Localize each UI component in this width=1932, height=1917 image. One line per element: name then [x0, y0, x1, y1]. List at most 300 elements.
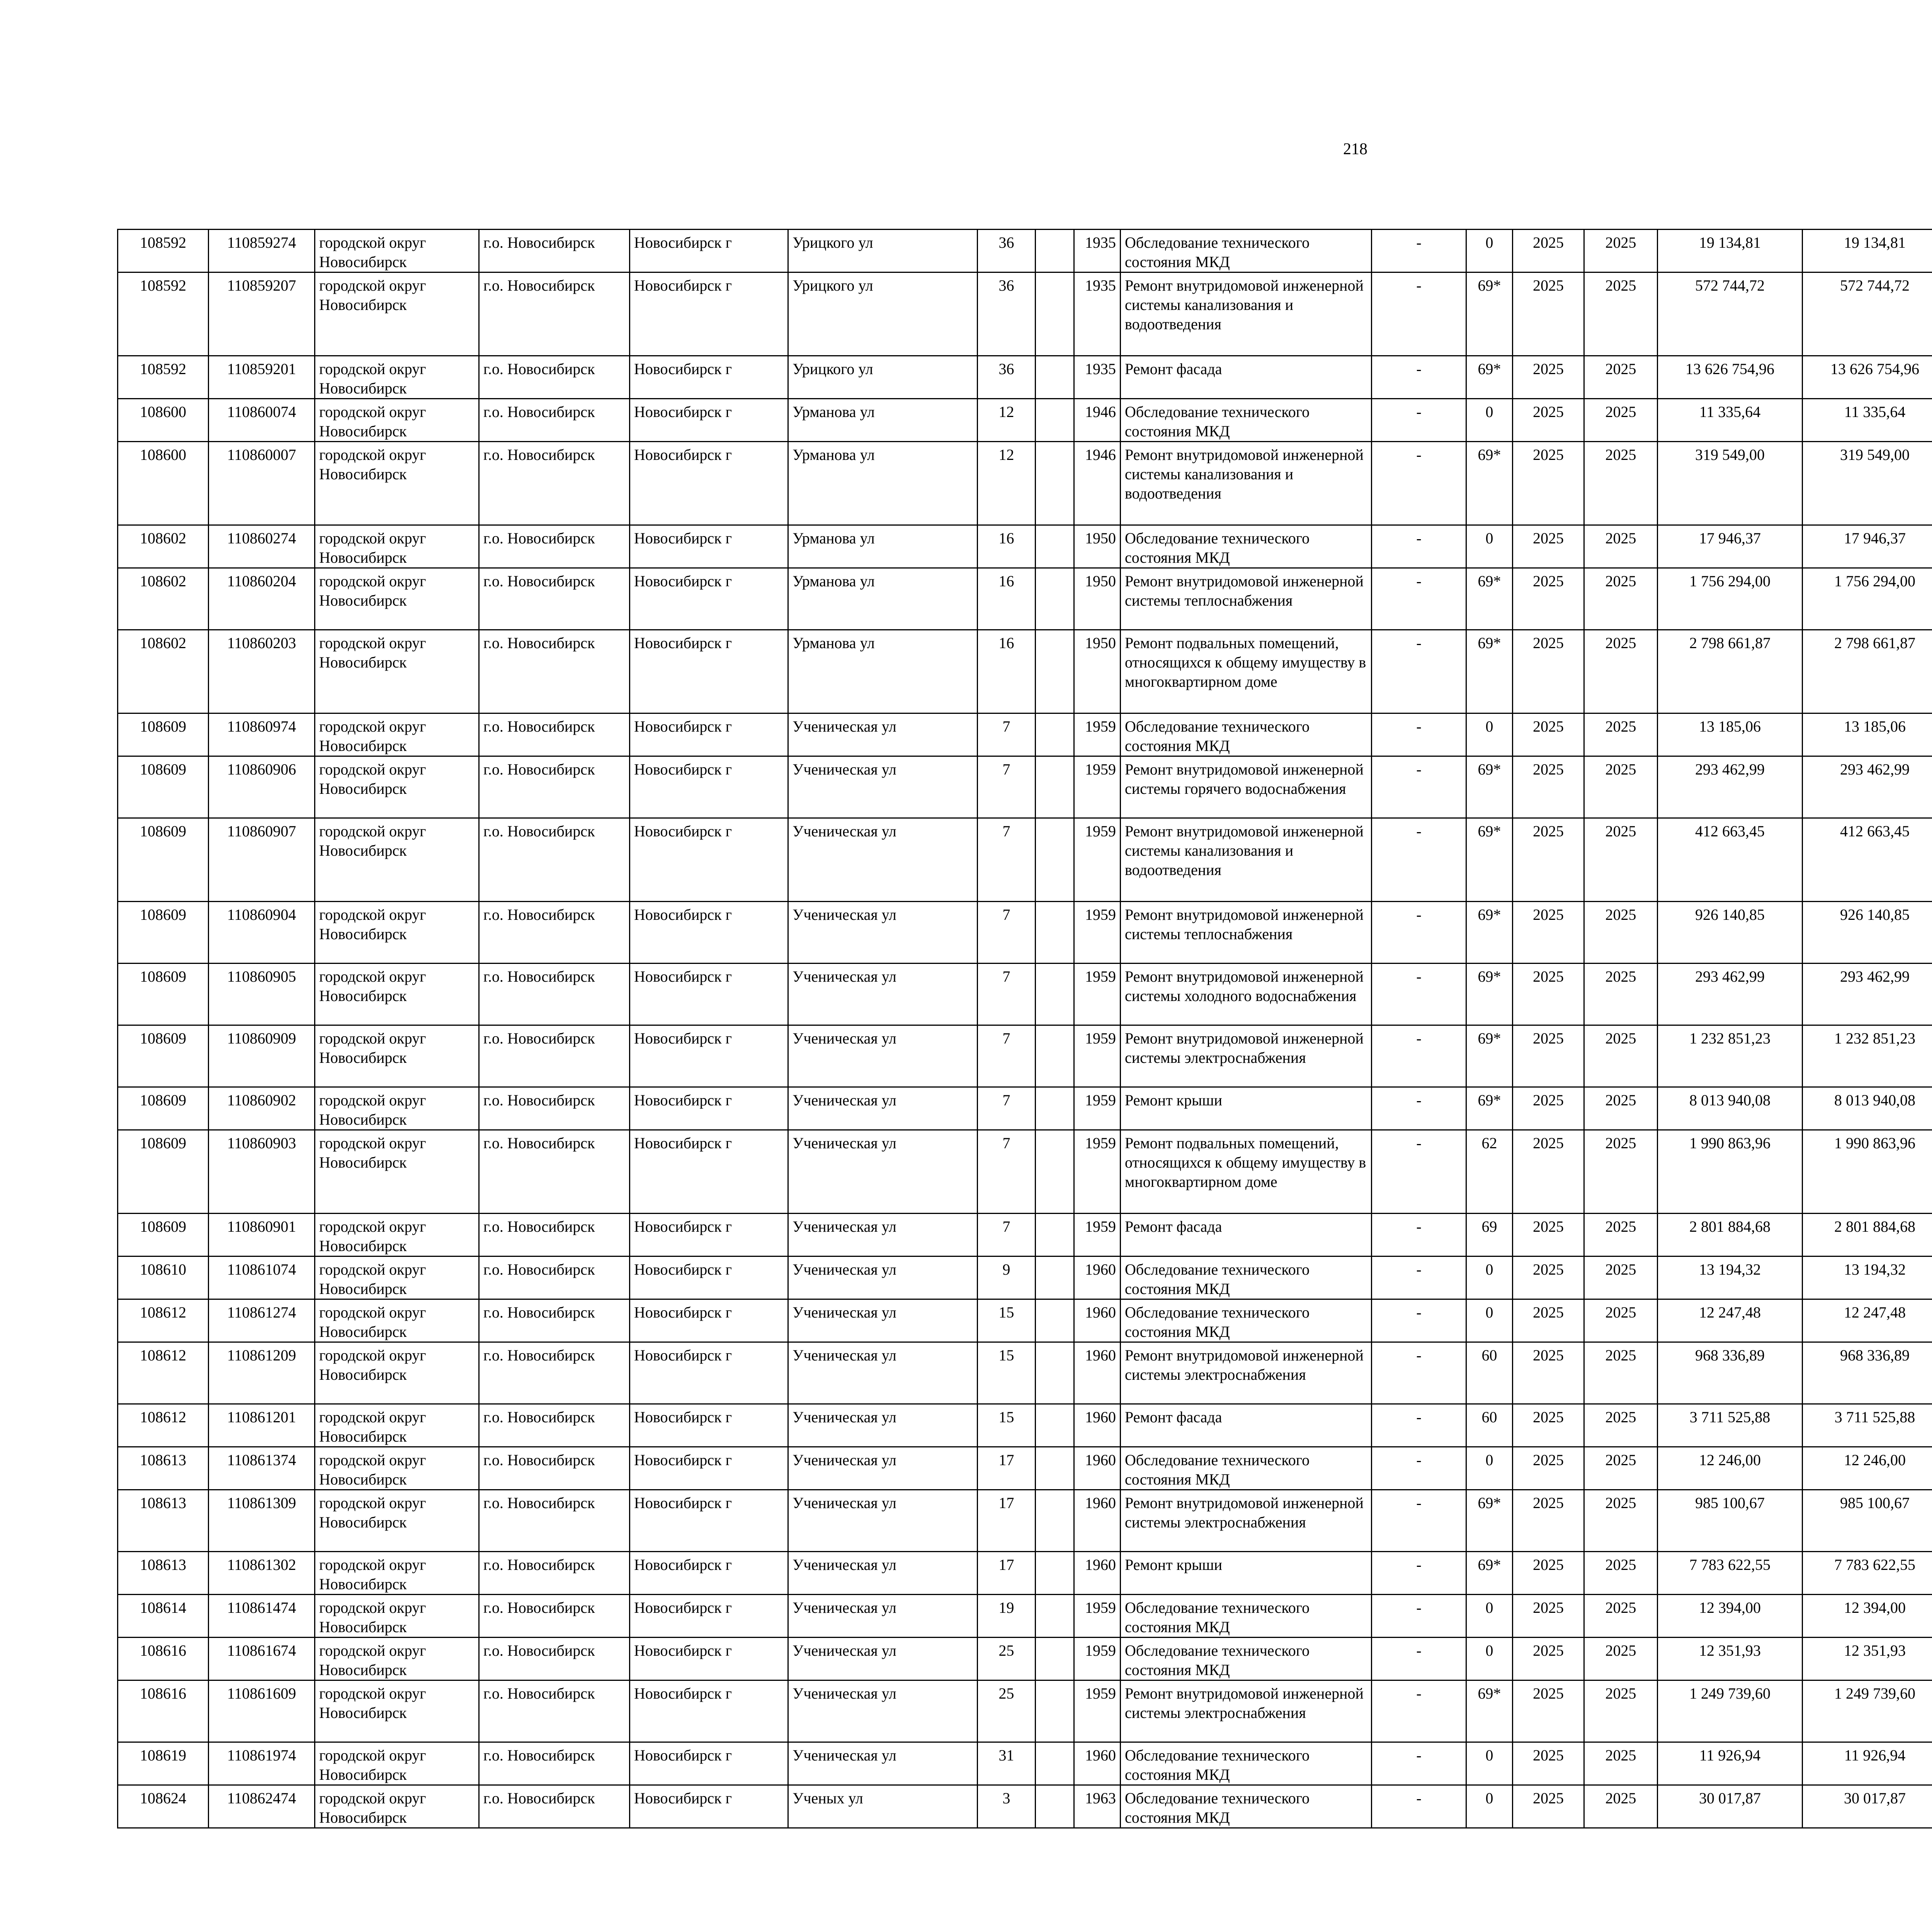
row-code: 110861974 [209, 1742, 315, 1785]
row-percent: 69* [1466, 272, 1513, 356]
row-year-end: 2025 [1584, 1130, 1658, 1214]
row-work: Обследование технического состояния МКД [1121, 1595, 1372, 1638]
row-sum-total: 1 990 863,96 [1658, 1130, 1803, 1214]
row-street: Ученическая ул [788, 756, 978, 818]
row-district: г.о. Новосибирск [479, 1595, 630, 1638]
row-dash: - [1372, 756, 1466, 818]
row-street: Ученическая ул [788, 1256, 978, 1299]
row-district: г.о. Новосибирск [479, 442, 630, 525]
row-percent: 0 [1466, 713, 1513, 756]
row-street: Ученическая ул [788, 1087, 978, 1130]
row-city: Новосибирск г [630, 902, 788, 964]
row-code: 110860903 [209, 1130, 315, 1214]
row-work: Ремонт подвальных помещений, относящихся к общему имуществу в многоквартирном доме [1121, 1130, 1372, 1214]
row-year: 1935 [1074, 230, 1121, 272]
row-year-start: 2025 [1513, 1256, 1584, 1299]
row-district: г.о. Новосибирск [479, 356, 630, 399]
table-row [118, 230, 1932, 272]
row-street: Ученическая ул [788, 1680, 978, 1742]
row-letter [1036, 442, 1074, 525]
row-year: 1950 [1074, 568, 1121, 630]
row-city: Новосибирск г [630, 272, 788, 356]
row-sum-total: 12 394,00 [1658, 1595, 1803, 1638]
row-district: г.о. Новосибирск [479, 1785, 630, 1828]
row-percent: 0 [1466, 399, 1513, 442]
row-work: Ремонт внутридомовой инженерной системы канализования и водоотведения [1121, 442, 1372, 525]
row-work: Обследование технического состояния МКД [1121, 525, 1372, 568]
row-year: 1946 [1074, 399, 1121, 442]
row-street: Ученическая ул [788, 964, 978, 1025]
row-year-start: 2025 [1513, 713, 1584, 756]
row-letter [1036, 1552, 1074, 1595]
row-work: Ремонт внутридомовой инженерной системы электроснабжения [1121, 1680, 1372, 1742]
row-municipality: городской округ Новосибирск [315, 272, 479, 356]
row-house: 7 [978, 1025, 1036, 1087]
row-year-end: 2025 [1584, 756, 1658, 818]
row-code: 110860902 [209, 1087, 315, 1130]
row-year: 1960 [1074, 1742, 1121, 1785]
row-year-start: 2025 [1513, 230, 1584, 272]
row-percent: 69* [1466, 1025, 1513, 1087]
row-year: 1935 [1074, 272, 1121, 356]
row-house: 36 [978, 356, 1036, 399]
row-house: 7 [978, 1087, 1036, 1130]
row-sum-fund: 12 394,00 [1803, 1595, 1932, 1638]
row-dash: - [1372, 1447, 1466, 1490]
row-year-start: 2025 [1513, 902, 1584, 964]
row-year-end: 2025 [1584, 1342, 1658, 1404]
row-sum-total: 13 185,06 [1658, 713, 1803, 756]
row-district: г.о. Новосибирск [479, 230, 630, 272]
row-dash: - [1372, 630, 1466, 713]
row-sum-fund: 17 946,37 [1803, 525, 1932, 568]
row-percent: 69* [1466, 568, 1513, 630]
row-letter [1036, 902, 1074, 964]
row-letter [1036, 1404, 1074, 1447]
row-sum-total: 19 134,81 [1658, 230, 1803, 272]
row-district: г.о. Новосибирск [479, 568, 630, 630]
row-work: Ремонт фасада [1121, 356, 1372, 399]
row-city: Новосибирск г [630, 1025, 788, 1087]
row-id: 108612 [118, 1342, 209, 1404]
row-percent: 69* [1466, 1680, 1513, 1742]
row-sum-fund: 572 744,72 [1803, 272, 1932, 356]
row-year-end: 2025 [1584, 525, 1658, 568]
row-code: 110860901 [209, 1214, 315, 1256]
row-street: Ученическая ул [788, 1595, 978, 1638]
row-municipality: городской округ Новосибирск [315, 756, 479, 818]
row-district: г.о. Новосибирск [479, 1447, 630, 1490]
row-code: 110860904 [209, 902, 315, 964]
row-city: Новосибирск г [630, 568, 788, 630]
row-sum-fund: 13 194,32 [1803, 1256, 1932, 1299]
row-dash: - [1372, 568, 1466, 630]
row-year: 1960 [1074, 1342, 1121, 1404]
table-row [118, 1130, 1932, 1214]
row-district: г.о. Новосибирск [479, 1680, 630, 1742]
row-letter [1036, 1595, 1074, 1638]
row-district: г.о. Новосибирск [479, 1742, 630, 1785]
row-district: г.о. Новосибирск [479, 1342, 630, 1404]
row-work: Обследование технического состояния МКД [1121, 713, 1372, 756]
row-sum-total: 12 247,48 [1658, 1299, 1803, 1342]
row-house: 16 [978, 525, 1036, 568]
row-sum-fund: 13 185,06 [1803, 713, 1932, 756]
table-row [118, 1785, 1932, 1828]
row-year: 1959 [1074, 1214, 1121, 1256]
row-city: Новосибирск г [630, 525, 788, 568]
row-year: 1959 [1074, 1087, 1121, 1130]
table-row [118, 568, 1932, 630]
row-work: Ремонт внутридомовой инженерной системы электроснабжения [1121, 1490, 1372, 1552]
table-row [118, 1087, 1932, 1130]
row-year: 1960 [1074, 1490, 1121, 1552]
row-id: 108619 [118, 1742, 209, 1785]
row-sum-fund: 8 013 940,08 [1803, 1087, 1932, 1130]
row-district: г.о. Новосибирск [479, 902, 630, 964]
row-year: 1959 [1074, 1595, 1121, 1638]
row-letter [1036, 1342, 1074, 1404]
row-dash: - [1372, 1299, 1466, 1342]
row-sum-fund: 12 246,00 [1803, 1447, 1932, 1490]
row-district: г.о. Новосибирск [479, 1214, 630, 1256]
row-sum-total: 293 462,99 [1658, 756, 1803, 818]
row-year-start: 2025 [1513, 1638, 1584, 1680]
row-id: 108602 [118, 568, 209, 630]
row-year: 1959 [1074, 1025, 1121, 1087]
row-city: Новосибирск г [630, 1130, 788, 1214]
row-id: 108592 [118, 230, 209, 272]
row-year-end: 2025 [1584, 964, 1658, 1025]
row-municipality: городской округ Новосибирск [315, 1404, 479, 1447]
row-year-end: 2025 [1584, 1256, 1658, 1299]
row-sum-fund: 12 351,93 [1803, 1638, 1932, 1680]
row-house: 15 [978, 1299, 1036, 1342]
row-work: Ремонт фасада [1121, 1404, 1372, 1447]
row-year-start: 2025 [1513, 1490, 1584, 1552]
table-row [118, 1490, 1932, 1552]
row-street: Урманова ул [788, 630, 978, 713]
row-code: 110862474 [209, 1785, 315, 1828]
row-id: 108602 [118, 525, 209, 568]
row-house: 12 [978, 399, 1036, 442]
row-sum-total: 13 626 754,96 [1658, 356, 1803, 399]
row-municipality: городской округ Новосибирск [315, 356, 479, 399]
row-municipality: городской округ Новосибирск [315, 902, 479, 964]
row-city: Новосибирск г [630, 756, 788, 818]
row-district: г.о. Новосибирск [479, 1087, 630, 1130]
row-letter [1036, 272, 1074, 356]
table-row [118, 1214, 1932, 1256]
table-row [118, 1342, 1932, 1404]
row-percent: 69* [1466, 756, 1513, 818]
row-code: 110860204 [209, 568, 315, 630]
row-work: Ремонт крыши [1121, 1552, 1372, 1595]
row-year-end: 2025 [1584, 1214, 1658, 1256]
row-sum-fund: 293 462,99 [1803, 756, 1932, 818]
row-street: Ученическая ул [788, 1742, 978, 1785]
row-year: 1959 [1074, 756, 1121, 818]
row-year: 1946 [1074, 442, 1121, 525]
row-house: 36 [978, 230, 1036, 272]
row-municipality: городской округ Новосибирск [315, 713, 479, 756]
row-year-end: 2025 [1584, 272, 1658, 356]
table-row [118, 1680, 1932, 1742]
row-code: 110861374 [209, 1447, 315, 1490]
row-code: 110860274 [209, 525, 315, 568]
row-letter [1036, 1130, 1074, 1214]
row-id: 108610 [118, 1256, 209, 1299]
row-work: Ремонт крыши [1121, 1087, 1372, 1130]
row-sum-fund: 19 134,81 [1803, 230, 1932, 272]
table-row [118, 1404, 1932, 1447]
row-municipality: городской округ Новосибирск [315, 1742, 479, 1785]
row-id: 108592 [118, 356, 209, 399]
row-sum-fund: 2 798 661,87 [1803, 630, 1932, 713]
row-sum-fund: 11 335,64 [1803, 399, 1932, 442]
row-sum-total: 319 549,00 [1658, 442, 1803, 525]
table-row [118, 399, 1932, 442]
row-year-end: 2025 [1584, 356, 1658, 399]
row-sum-total: 412 663,45 [1658, 818, 1803, 902]
row-street: Ученическая ул [788, 818, 978, 902]
row-letter [1036, 1299, 1074, 1342]
row-municipality: городской округ Новосибирск [315, 525, 479, 568]
row-percent: 0 [1466, 525, 1513, 568]
row-year-start: 2025 [1513, 399, 1584, 442]
row-street: Урицкого ул [788, 230, 978, 272]
row-dash: - [1372, 1342, 1466, 1404]
row-id: 108609 [118, 1087, 209, 1130]
row-year-end: 2025 [1584, 630, 1658, 713]
row-year-end: 2025 [1584, 1447, 1658, 1490]
row-code: 110860905 [209, 964, 315, 1025]
row-letter [1036, 713, 1074, 756]
row-year-start: 2025 [1513, 525, 1584, 568]
row-street: Урицкого ул [788, 272, 978, 356]
row-municipality: городской округ Новосибирск [315, 1785, 479, 1828]
row-year-end: 2025 [1584, 1552, 1658, 1595]
row-house: 17 [978, 1447, 1036, 1490]
row-code: 110859207 [209, 272, 315, 356]
row-house: 12 [978, 442, 1036, 525]
row-sum-total: 968 336,89 [1658, 1342, 1803, 1404]
row-year-start: 2025 [1513, 630, 1584, 713]
row-percent: 0 [1466, 230, 1513, 272]
row-house: 7 [978, 964, 1036, 1025]
row-sum-fund: 412 663,45 [1803, 818, 1932, 902]
row-house: 15 [978, 1404, 1036, 1447]
row-street: Урманова ул [788, 525, 978, 568]
row-dash: - [1372, 1087, 1466, 1130]
row-code: 110859201 [209, 356, 315, 399]
row-dash: - [1372, 1680, 1466, 1742]
row-year: 1959 [1074, 1680, 1121, 1742]
row-district: г.о. Новосибирск [479, 1299, 630, 1342]
row-house: 17 [978, 1490, 1036, 1552]
row-street: Ученическая ул [788, 1490, 978, 1552]
table-row [118, 902, 1932, 964]
row-year-start: 2025 [1513, 356, 1584, 399]
row-letter [1036, 1490, 1074, 1552]
row-sum-total: 8 013 940,08 [1658, 1087, 1803, 1130]
row-year-end: 2025 [1584, 1680, 1658, 1742]
row-year-start: 2025 [1513, 756, 1584, 818]
row-sum-total: 293 462,99 [1658, 964, 1803, 1025]
row-sum-fund: 926 140,85 [1803, 902, 1932, 964]
table-row [118, 1025, 1932, 1087]
row-year-start: 2025 [1513, 818, 1584, 902]
row-percent: 60 [1466, 1342, 1513, 1404]
row-district: г.о. Новосибирск [479, 964, 630, 1025]
row-municipality: городской округ Новосибирск [315, 1256, 479, 1299]
row-sum-fund: 319 549,00 [1803, 442, 1932, 525]
row-street: Ученическая ул [788, 1299, 978, 1342]
row-letter [1036, 230, 1074, 272]
row-id: 108609 [118, 713, 209, 756]
row-percent: 69* [1466, 902, 1513, 964]
row-sum-fund: 985 100,67 [1803, 1490, 1932, 1552]
row-letter [1036, 1087, 1074, 1130]
row-house: 7 [978, 818, 1036, 902]
row-percent: 69* [1466, 1490, 1513, 1552]
row-municipality: городской округ Новосибирск [315, 568, 479, 630]
row-percent: 0 [1466, 1742, 1513, 1785]
row-district: г.о. Новосибирск [479, 1638, 630, 1680]
row-city: Новосибирск г [630, 1342, 788, 1404]
row-city: Новосибирск г [630, 1785, 788, 1828]
row-year-end: 2025 [1584, 1087, 1658, 1130]
row-year-end: 2025 [1584, 1299, 1658, 1342]
row-municipality: городской округ Новосибирск [315, 630, 479, 713]
row-dash: - [1372, 818, 1466, 902]
row-dash: - [1372, 272, 1466, 356]
row-year-start: 2025 [1513, 1342, 1584, 1404]
row-percent: 62 [1466, 1130, 1513, 1214]
row-street: Урманова ул [788, 399, 978, 442]
row-year-start: 2025 [1513, 1595, 1584, 1638]
row-city: Новосибирск г [630, 399, 788, 442]
row-work: Обследование технического состояния МКД [1121, 399, 1372, 442]
row-id: 108609 [118, 1025, 209, 1087]
row-year: 1959 [1074, 713, 1121, 756]
row-dash: - [1372, 1404, 1466, 1447]
row-district: г.о. Новосибирск [479, 1490, 630, 1552]
page-number: 218 [1343, 140, 1367, 158]
row-year-end: 2025 [1584, 1404, 1658, 1447]
row-street: Ученическая ул [788, 1552, 978, 1595]
row-sum-fund: 12 247,48 [1803, 1299, 1932, 1342]
row-id: 108600 [118, 442, 209, 525]
row-sum-total: 1 232 851,23 [1658, 1025, 1803, 1087]
row-year-end: 2025 [1584, 902, 1658, 964]
row-sum-total: 926 140,85 [1658, 902, 1803, 964]
row-work: Ремонт внутридомовой инженерной системы электроснабжения [1121, 1342, 1372, 1404]
row-year: 1960 [1074, 1299, 1121, 1342]
row-letter [1036, 964, 1074, 1025]
row-work: Ремонт внутридомовой инженерной системы канализования и водоотведения [1121, 818, 1372, 902]
table-row [118, 630, 1932, 713]
row-work: Ремонт внутридомовой инженерной системы холодного водоснабжения [1121, 964, 1372, 1025]
row-year-start: 2025 [1513, 964, 1584, 1025]
row-municipality: городской округ Новосибирск [315, 1447, 479, 1490]
row-sum-total: 572 744,72 [1658, 272, 1803, 356]
row-street: Ученых ул [788, 1785, 978, 1828]
row-letter [1036, 630, 1074, 713]
row-dash: - [1372, 902, 1466, 964]
row-city: Новосибирск г [630, 1595, 788, 1638]
row-work: Ремонт фасада [1121, 1214, 1372, 1256]
row-sum-total: 12 246,00 [1658, 1447, 1803, 1490]
row-year-start: 2025 [1513, 1214, 1584, 1256]
table-row [118, 756, 1932, 818]
row-percent: 69 [1466, 1214, 1513, 1256]
row-code: 110861474 [209, 1595, 315, 1638]
row-sum-total: 11 335,64 [1658, 399, 1803, 442]
row-code: 110861074 [209, 1256, 315, 1299]
row-work: Обследование технического состояния МКД [1121, 1447, 1372, 1490]
row-work: Ремонт подвальных помещений, относящихся к общему имуществу в многоквартирном доме [1121, 630, 1372, 713]
table-row [118, 1256, 1932, 1299]
table-row [118, 525, 1932, 568]
row-year-start: 2025 [1513, 1552, 1584, 1595]
row-year: 1950 [1074, 525, 1121, 568]
row-year: 1959 [1074, 1638, 1121, 1680]
row-percent: 0 [1466, 1638, 1513, 1680]
row-year: 1960 [1074, 1552, 1121, 1595]
row-year: 1950 [1074, 630, 1121, 713]
row-house: 7 [978, 1130, 1036, 1214]
row-city: Новосибирск г [630, 1638, 788, 1680]
row-year: 1959 [1074, 1130, 1121, 1214]
row-dash: - [1372, 1490, 1466, 1552]
row-year-end: 2025 [1584, 1490, 1658, 1552]
row-city: Новосибирск г [630, 713, 788, 756]
row-year-end: 2025 [1584, 442, 1658, 525]
row-dash: - [1372, 1785, 1466, 1828]
row-id: 108613 [118, 1552, 209, 1595]
row-dash: - [1372, 356, 1466, 399]
row-city: Новосибирск г [630, 1256, 788, 1299]
row-district: г.о. Новосибирск [479, 713, 630, 756]
table-row [118, 1638, 1932, 1680]
row-house: 3 [978, 1785, 1036, 1828]
row-sum-fund: 2 801 884,68 [1803, 1214, 1932, 1256]
row-code: 110860907 [209, 818, 315, 902]
row-percent: 0 [1466, 1256, 1513, 1299]
row-percent: 69* [1466, 630, 1513, 713]
table-row [118, 818, 1932, 902]
row-house: 16 [978, 630, 1036, 713]
row-sum-total: 3 711 525,88 [1658, 1404, 1803, 1447]
row-letter [1036, 1742, 1074, 1785]
row-sum-total: 1 249 739,60 [1658, 1680, 1803, 1742]
row-id: 108624 [118, 1785, 209, 1828]
row-municipality: городской округ Новосибирск [315, 1638, 479, 1680]
row-house: 7 [978, 756, 1036, 818]
row-municipality: городской округ Новосибирск [315, 1595, 479, 1638]
row-year: 1959 [1074, 902, 1121, 964]
row-year-start: 2025 [1513, 1299, 1584, 1342]
row-id: 108609 [118, 1130, 209, 1214]
row-percent: 69* [1466, 356, 1513, 399]
row-dash: - [1372, 1595, 1466, 1638]
row-year-start: 2025 [1513, 568, 1584, 630]
row-work: Обследование технического состояния МКД [1121, 230, 1372, 272]
row-district: г.о. Новосибирск [479, 525, 630, 568]
row-street: Ученическая ул [788, 1638, 978, 1680]
row-district: г.о. Новосибирск [479, 1404, 630, 1447]
